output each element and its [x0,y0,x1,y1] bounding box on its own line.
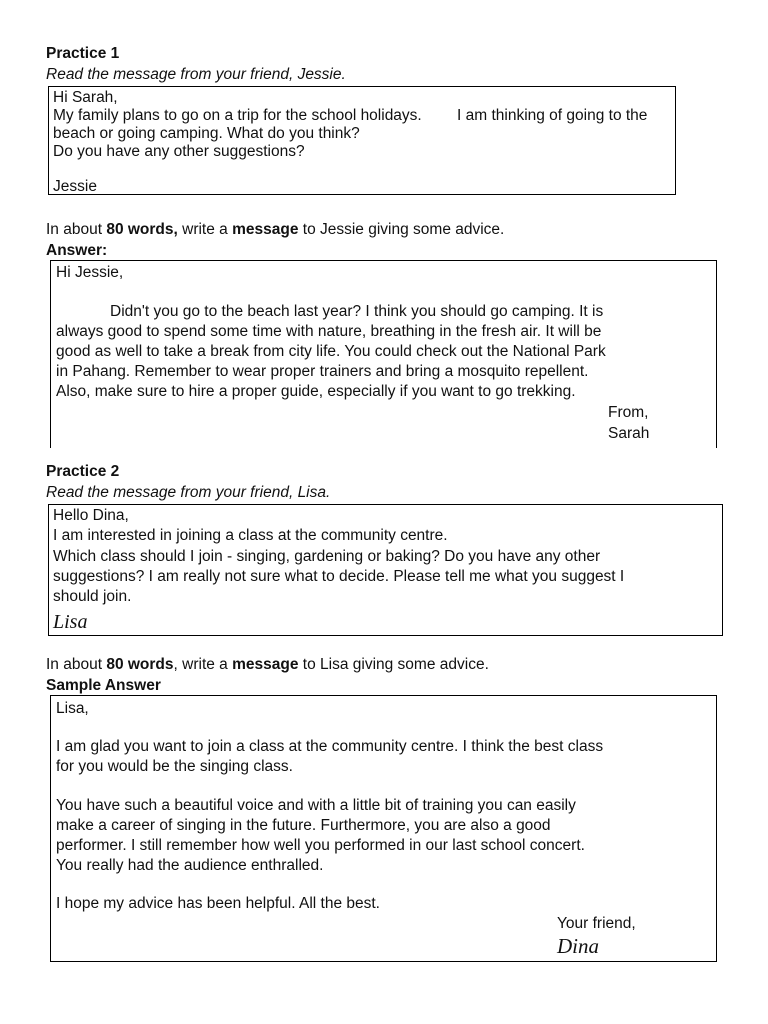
answer-box-1 [50,260,717,448]
answer-1-line: Also, make sure to hire a proper guide, especially if you want to go trekking. [56,383,576,400]
dina-signature: Dina [557,934,599,958]
sample-answer-label: Sample Answer [46,677,161,694]
word-count: 80 words [106,656,174,673]
answer-2-line: make a career of singing in the future. Furthermore, you are also a good [56,817,551,834]
practice-2-heading: Practice 2 [46,463,120,480]
answer-2-greeting: Lisa, [56,700,89,717]
answer-2-closing: Your friend, [557,915,636,932]
practice-2-instruction: Read the message from your friend, Lisa. [46,484,331,501]
answer-2-line: I hope my advice has been helpful. All the best. [56,895,380,912]
answer-1-line: good as well to take a break from city life. You could check out the National Park [56,343,606,360]
practice-1-instruction: Read the message from your friend, Jessie. [46,66,346,83]
practice-2-task: In about 80 words, write a message to Lisa giving some advice. [46,656,489,673]
jessie-message-line-2: beach or going camping. What do you think? [53,125,360,142]
answer-2-line: I am glad you want to join a class at the community centre. I think the best class [56,738,604,755]
answer-1-name: Sarah [608,425,650,442]
practice-1-heading: Practice 1 [46,45,120,62]
lisa-message-line: should join. [53,588,132,605]
lisa-message-line: suggestions? I am really not sure what to decide. Please tell me what you suggest I [53,568,625,585]
answer-2-line: You really had the audience enthralled. [56,857,324,874]
answer-2-line: performer. I still remember how well you performed in our last school concert. [56,837,585,854]
jessie-message-line-1b: I am thinking of going to the [457,107,648,124]
answer-2-line: You have such a beautiful voice and with a little bit of training you can easily [56,797,576,814]
lisa-message-line: I am interested in joining a class at the community centre. [53,527,448,544]
lisa-message-line: Which class should I join - singing, gardening or baking? Do you have any other [53,548,601,565]
answer-1-greeting: Hi Jessie, [56,264,124,281]
task-type: message [232,221,299,238]
jessie-message-line-1a: My family plans to go on a trip for the school holidays. [53,107,422,124]
practice-1-task: In about 80 words, write a message to Jessie giving some advice. [46,221,505,238]
answer-1-line: always good to spend some time with nature, breathing in the fresh air. It will be [56,323,602,340]
word-count: 80 words, [106,221,178,238]
answer-2-line: for you would be the singing class. [56,758,293,775]
answer-label: Answer: [46,242,108,259]
answer-1-line: in Pahang. Remember to wear proper trainers and bring a mosquito repellent. [56,363,589,380]
task-type: message [232,656,299,673]
lisa-message-box [48,504,723,636]
answer-1-line: Didn't you go to the beach last year? I think you should go camping. It is [110,303,604,320]
lisa-signature: Lisa [53,611,88,633]
answer-box-2 [50,695,717,962]
jessie-message-box [48,86,676,195]
lisa-greeting: Hello Dina, [53,507,129,524]
jessie-message-line-3: Do you have any other suggestions? [53,143,305,160]
jessie-greeting: Hi Sarah, [53,89,118,106]
answer-1-closing: From, [608,404,649,421]
jessie-signoff: Jessie [53,178,97,195]
